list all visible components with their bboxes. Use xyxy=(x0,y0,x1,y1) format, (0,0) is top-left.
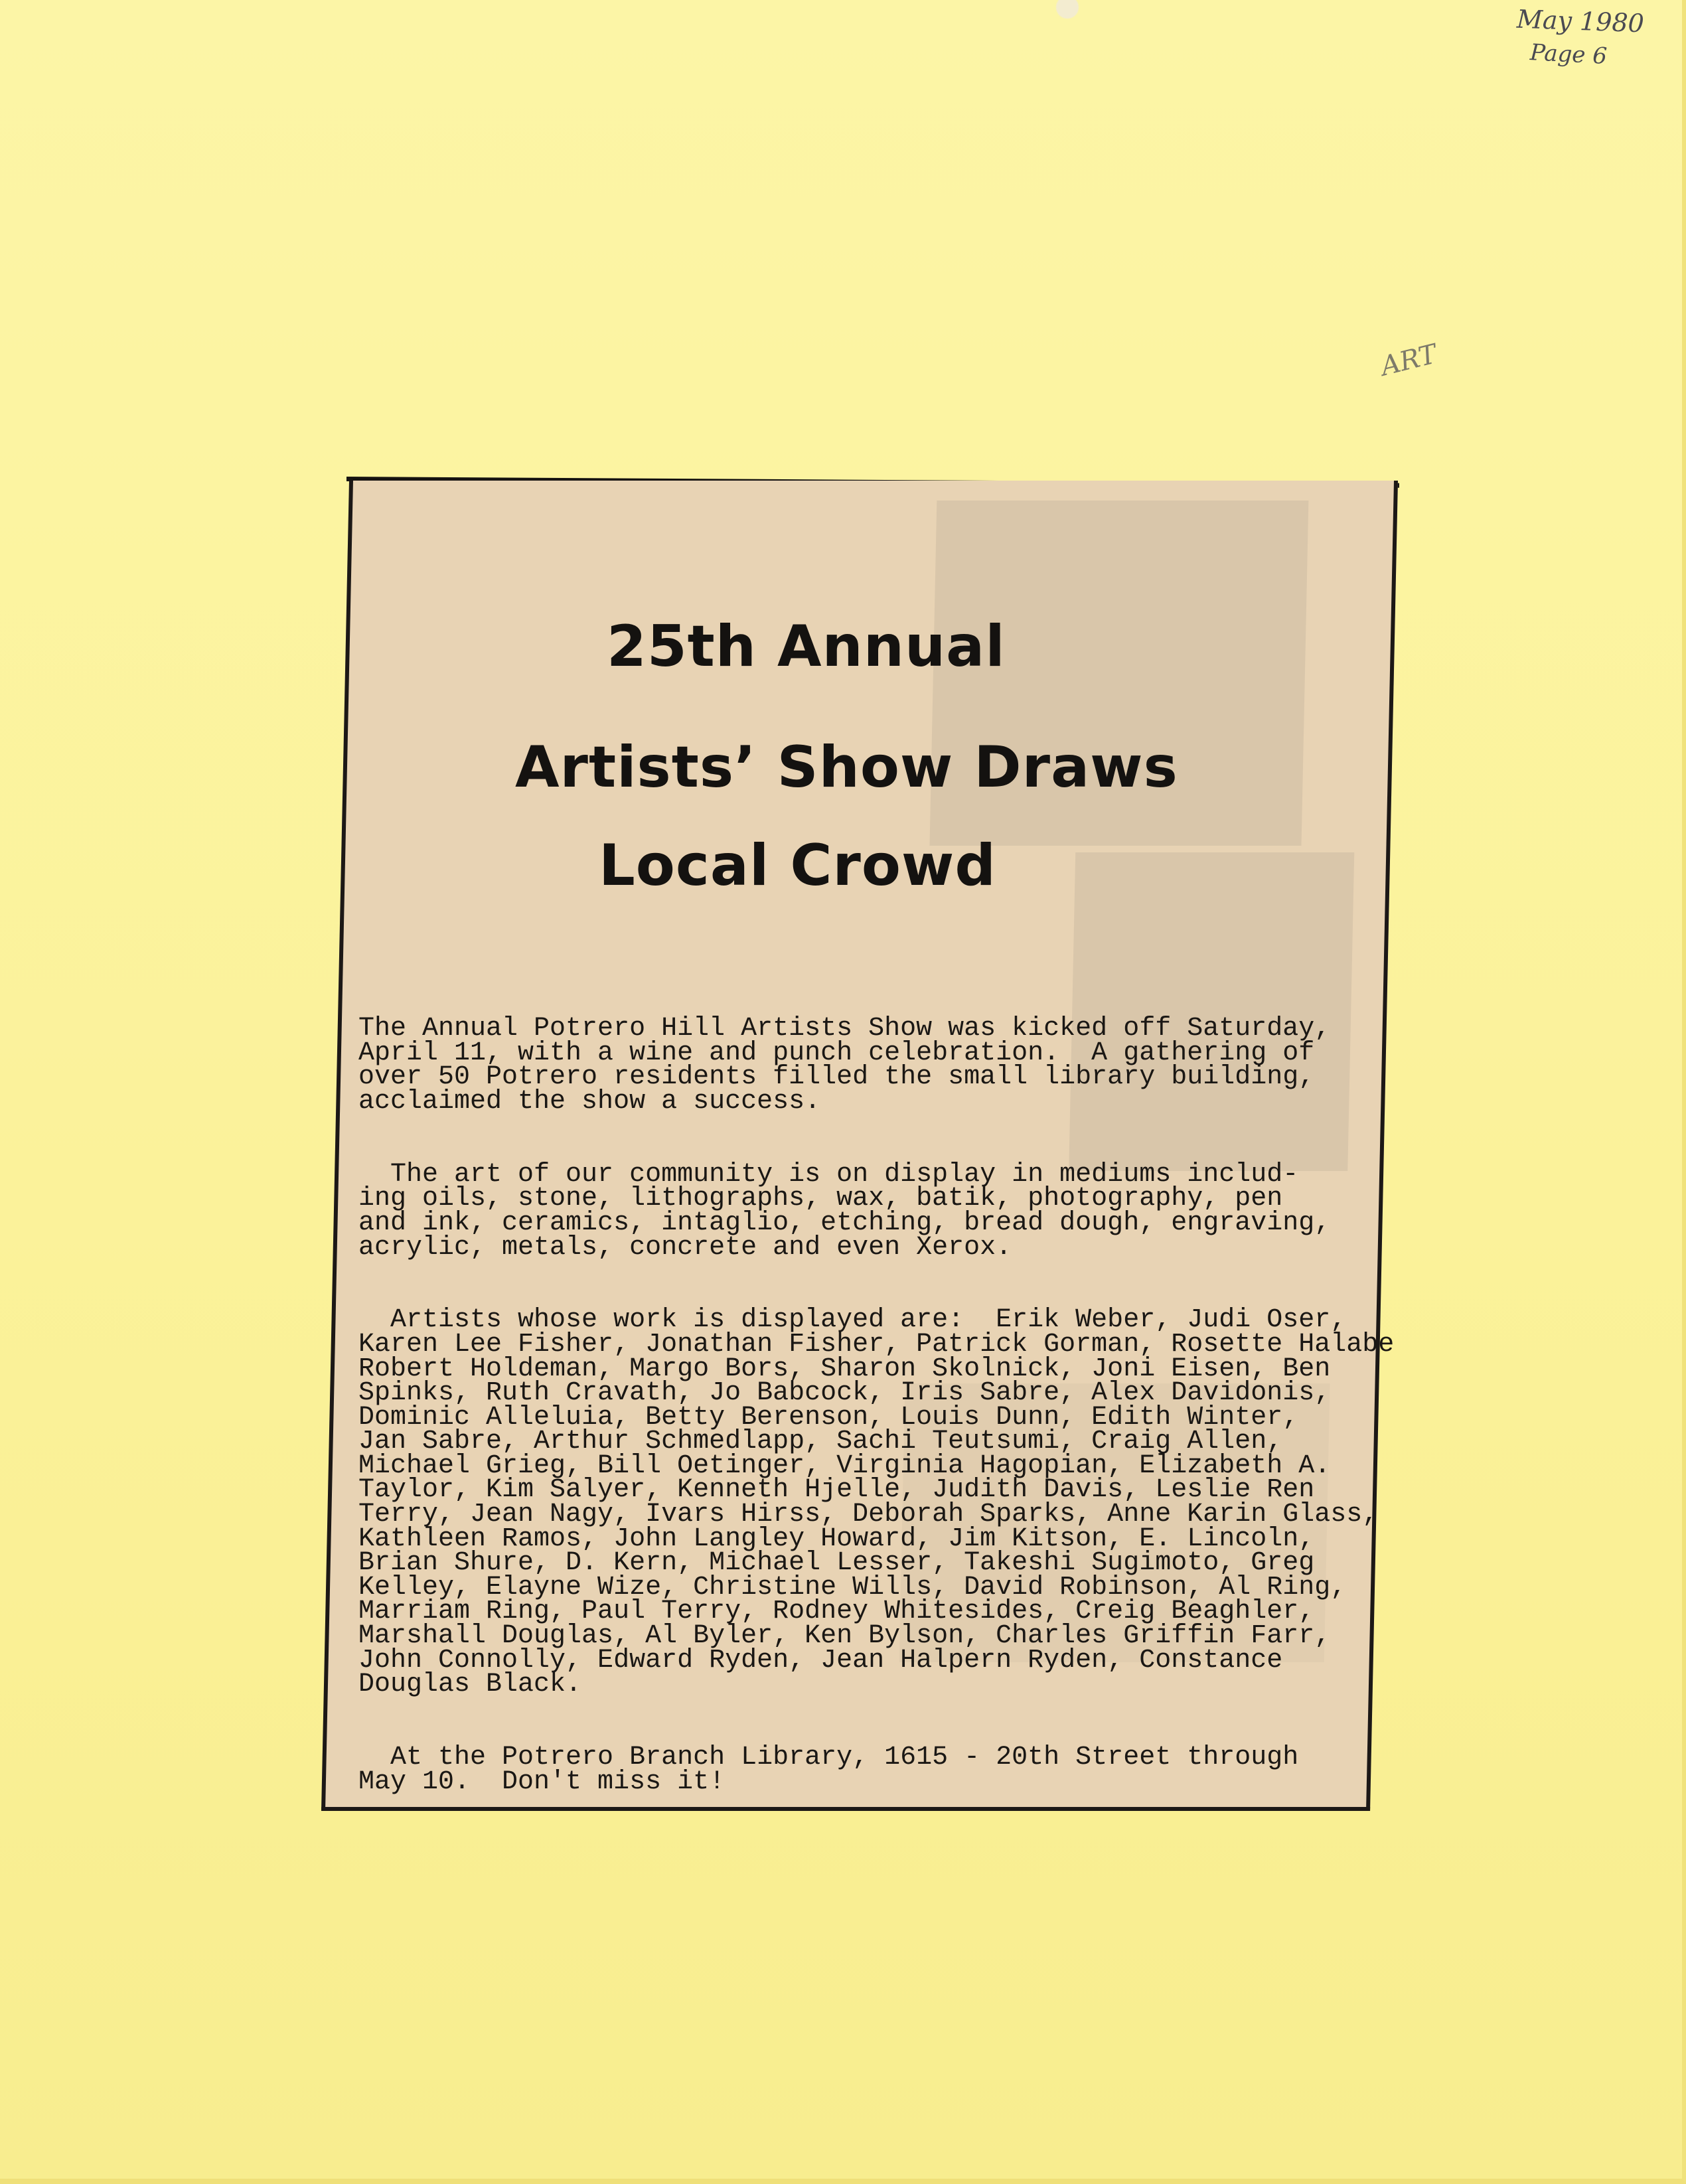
clipping-content xyxy=(353,481,1394,1807)
article-body xyxy=(358,969,1394,1843)
handwritten-date: May 1980 xyxy=(1516,4,1645,39)
headline-line-2: Artists’ Show Draws xyxy=(515,734,1178,801)
paper-tear xyxy=(1055,0,1095,37)
clipping-paper xyxy=(321,481,1398,1811)
article-paragraph: The Annual Potrero Hill Artists Show was kicked off Saturday, April 11, with a wine and punch celebration. A gathering of over 50 Potrero residents filled the small library building, acclaimed the show a success. xyxy=(358,1014,1331,1117)
newspaper-clipping xyxy=(346,477,1399,1812)
article-paragraph: At the Potrero Branch Library, 1615 - 20th Street through May 10. Don't miss it! xyxy=(358,1743,1299,1797)
headline-line-3: Local Crowd xyxy=(599,832,996,899)
headline-line-1: 25th Annual xyxy=(607,613,1006,680)
handwritten-category: ART xyxy=(1377,339,1440,382)
handwritten-page-number: Page 6 xyxy=(1529,39,1608,70)
article-paragraph: Artists whose work is displayed are: Erik Weber, Judi Oser, Karen Lee Fisher, Jonathan Fisher, Patrick Gorman, Rosette Halabe Robert Holdeman, Margo Bors, Sharon Skolnick, Joni Eisen, Ben Spinks, Ruth Cravath, Jo Babcock, Iris Sabre, Alex Davidonis, Dominic Alleluia, Betty Berenson, Louis Dunn, Edith Winter, Jan Sabre, Arthur Schmedlapp, Sachi Teutsumi, Craig Allen, Michael Grieg, Bill Oetinger, Virginia Hagopian, Elizabeth A. Taylor, Kim Salyer, Kenneth Hjelle, Judith Davis, Leslie Ren Terry, Jean Nagy, Ivars Hirss, Deborah Sparks, Anne Karin Glass, Kathleen Ramos, John Langley Howard, Jim Kitson, E. Lincoln, Brian Shure, D. Kern, Michael Lesser, Takeshi Sugimoto, Greg Kelley, Elayne Wize, Christine Wills, David Robinson, Al Ring, Marriam Ring, Paul Terry, Rodney Whitesides, Creig Beaghler, Marshall Douglas, Al Byler, Ken Bylson, Charles Griffin Farr, John Connolly, Edward Ryden, Jean Halpern Ryden, Constance Douglas Black. xyxy=(358,1305,1395,1700)
article-paragraph: The art of our community is on display in mediums includ- ing oils, stone, lithographs, wax, batik, photography, pen and ink, ceramics, intaglio, etching, bread dough, engraving, acrylic, metals, concrete and even Xerox. xyxy=(358,1159,1331,1263)
